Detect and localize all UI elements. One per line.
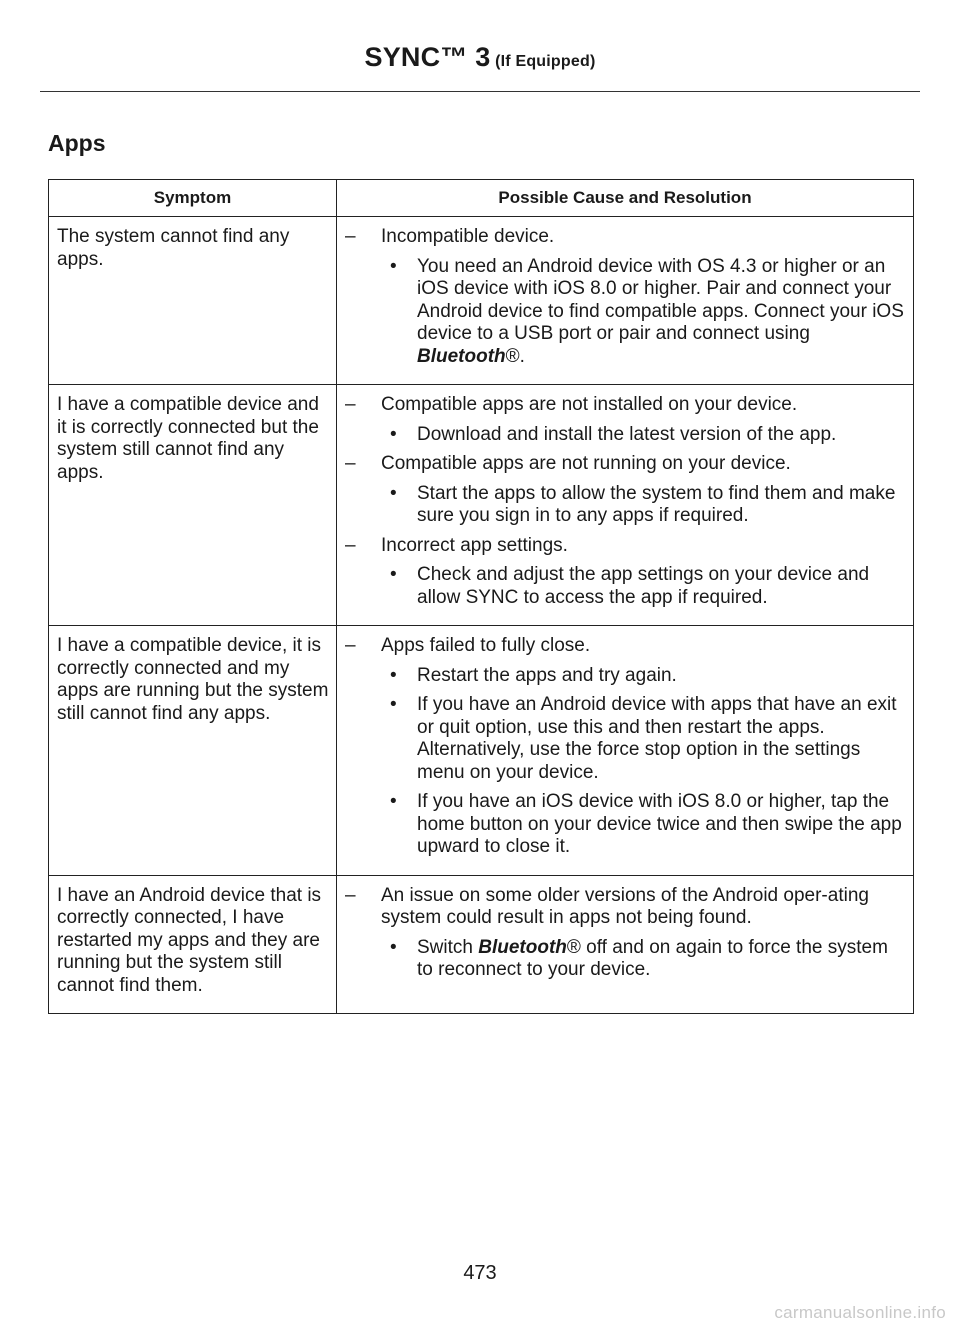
cause-text: Compatible apps are not running on your device.: [381, 453, 791, 474]
table-row: [49, 875, 914, 1014]
cause-cell: [337, 875, 914, 1014]
chapter-subtitle: (If Equipped): [495, 53, 596, 70]
symptom-cell: I have a compatible device, it is correctly connected and my apps are running but the system still cannot find any apps.: [49, 626, 337, 876]
table-row: [49, 626, 914, 876]
dash-marker: –: [345, 453, 356, 474]
symptom-cell: I have a compatible device and it is correctly connected but the system still cannot find any apps.: [49, 385, 337, 626]
symptom-cell: I have an Android device that is correctly connected, I have restarted my apps and they are running but the system still cannot find them.: [49, 875, 337, 1014]
cause-text: Incompatible device.: [381, 226, 555, 247]
resolution-item: [381, 665, 907, 688]
bullet-marker: •: [390, 564, 397, 585]
resolution-text: Restart the apps and try again.: [417, 664, 677, 686]
resolution-item: [381, 564, 907, 609]
table-header-row: [49, 180, 914, 217]
resolution-text: Switch Bluetooth® off and on again to force the system to reconnect to your device.: [417, 936, 888, 980]
bullet-marker: •: [390, 482, 397, 504]
dash-marker: –: [345, 226, 356, 247]
resolution-text: If you have an Android device with apps that have an exit or quit option, use this and then restart the apps. Alternatively, use the force stop option in the settings menu on your device.: [417, 694, 897, 783]
resolution-list: [381, 564, 907, 609]
bullet-marker: •: [390, 791, 397, 812]
header-divider: [40, 91, 920, 92]
cause-cell: [337, 385, 914, 626]
cause-item: [345, 394, 907, 446]
resolution-item: [381, 256, 907, 369]
resolution-text: Start the apps to allow the system to find them and make sure you sign in to any apps if required.: [417, 482, 896, 526]
cause-text: Compatible apps are not installed on your device.: [381, 394, 798, 415]
resolution-item: [381, 424, 907, 447]
resolution-item: [381, 937, 907, 982]
cause-list: [345, 394, 907, 609]
table-row: [49, 385, 914, 626]
page-number: 473: [463, 1262, 497, 1284]
cause-cell: [337, 626, 914, 876]
dash-marker: –: [345, 534, 356, 556]
resolution-text: If you have an iOS device with iOS 8.0 or higher, tap the home button on your device twice and then swipe the app upward to close it.: [417, 791, 902, 857]
table-body: [49, 217, 914, 1014]
cause-text: An issue on some older versions of the Android oper-ating system could result in apps not being found.: [381, 884, 869, 928]
cause-list: [345, 885, 907, 982]
page-header: [0, 42, 960, 73]
cause-item: [345, 535, 907, 610]
column-header-cause: Possible Cause and Resolution: [337, 180, 914, 217]
resolution-list: [381, 256, 907, 369]
bullet-marker: •: [390, 423, 397, 445]
bullet-marker: •: [390, 255, 397, 277]
dash-marker: –: [345, 884, 356, 906]
resolution-text: Download and install the latest version of the app.: [417, 423, 837, 445]
dash-marker: –: [345, 394, 356, 415]
bullet-marker: •: [390, 936, 397, 958]
column-header-symptom: Symptom: [49, 180, 337, 217]
resolution-list: [381, 665, 907, 859]
cause-list: [345, 226, 907, 368]
resolution-item: [381, 791, 907, 859]
section-title: Apps: [48, 130, 106, 156]
cause-item: [345, 453, 907, 528]
resolution-list: [381, 424, 907, 447]
cause-text: Incorrect app settings.: [381, 534, 568, 556]
cause-cell: [337, 217, 914, 385]
resolution-text: Check and adjust the app settings on your device and allow SYNC to access the app if required.: [417, 564, 870, 608]
dash-marker: –: [345, 635, 356, 656]
cause-item: [345, 226, 907, 368]
resolution-list: [381, 937, 907, 982]
table-row: [49, 217, 914, 385]
cause-text: Apps failed to fully close.: [381, 635, 591, 656]
bullet-marker: •: [390, 694, 397, 715]
resolution-list: [381, 483, 907, 528]
resolution-item: [381, 694, 907, 784]
resolution-text: You need an Android device with OS 4.3 or higher or an iOS device with iOS 8.0 or higher. Pair and connect your Android device to find compatible apps. Connect your iOS device to a USB port or pair and connect using Bluetooth®.: [417, 255, 904, 367]
cause-item: [345, 885, 907, 982]
symptom-cell: The system cannot find any apps.: [49, 217, 337, 385]
chapter-title: SYNC™ 3: [364, 42, 491, 72]
cause-item: [345, 635, 907, 859]
cause-list: [345, 635, 907, 859]
watermark: carmanualsonline.info: [774, 1303, 946, 1322]
bullet-marker: •: [390, 664, 397, 686]
troubleshooting-table: [48, 179, 914, 1014]
resolution-item: [381, 483, 907, 528]
